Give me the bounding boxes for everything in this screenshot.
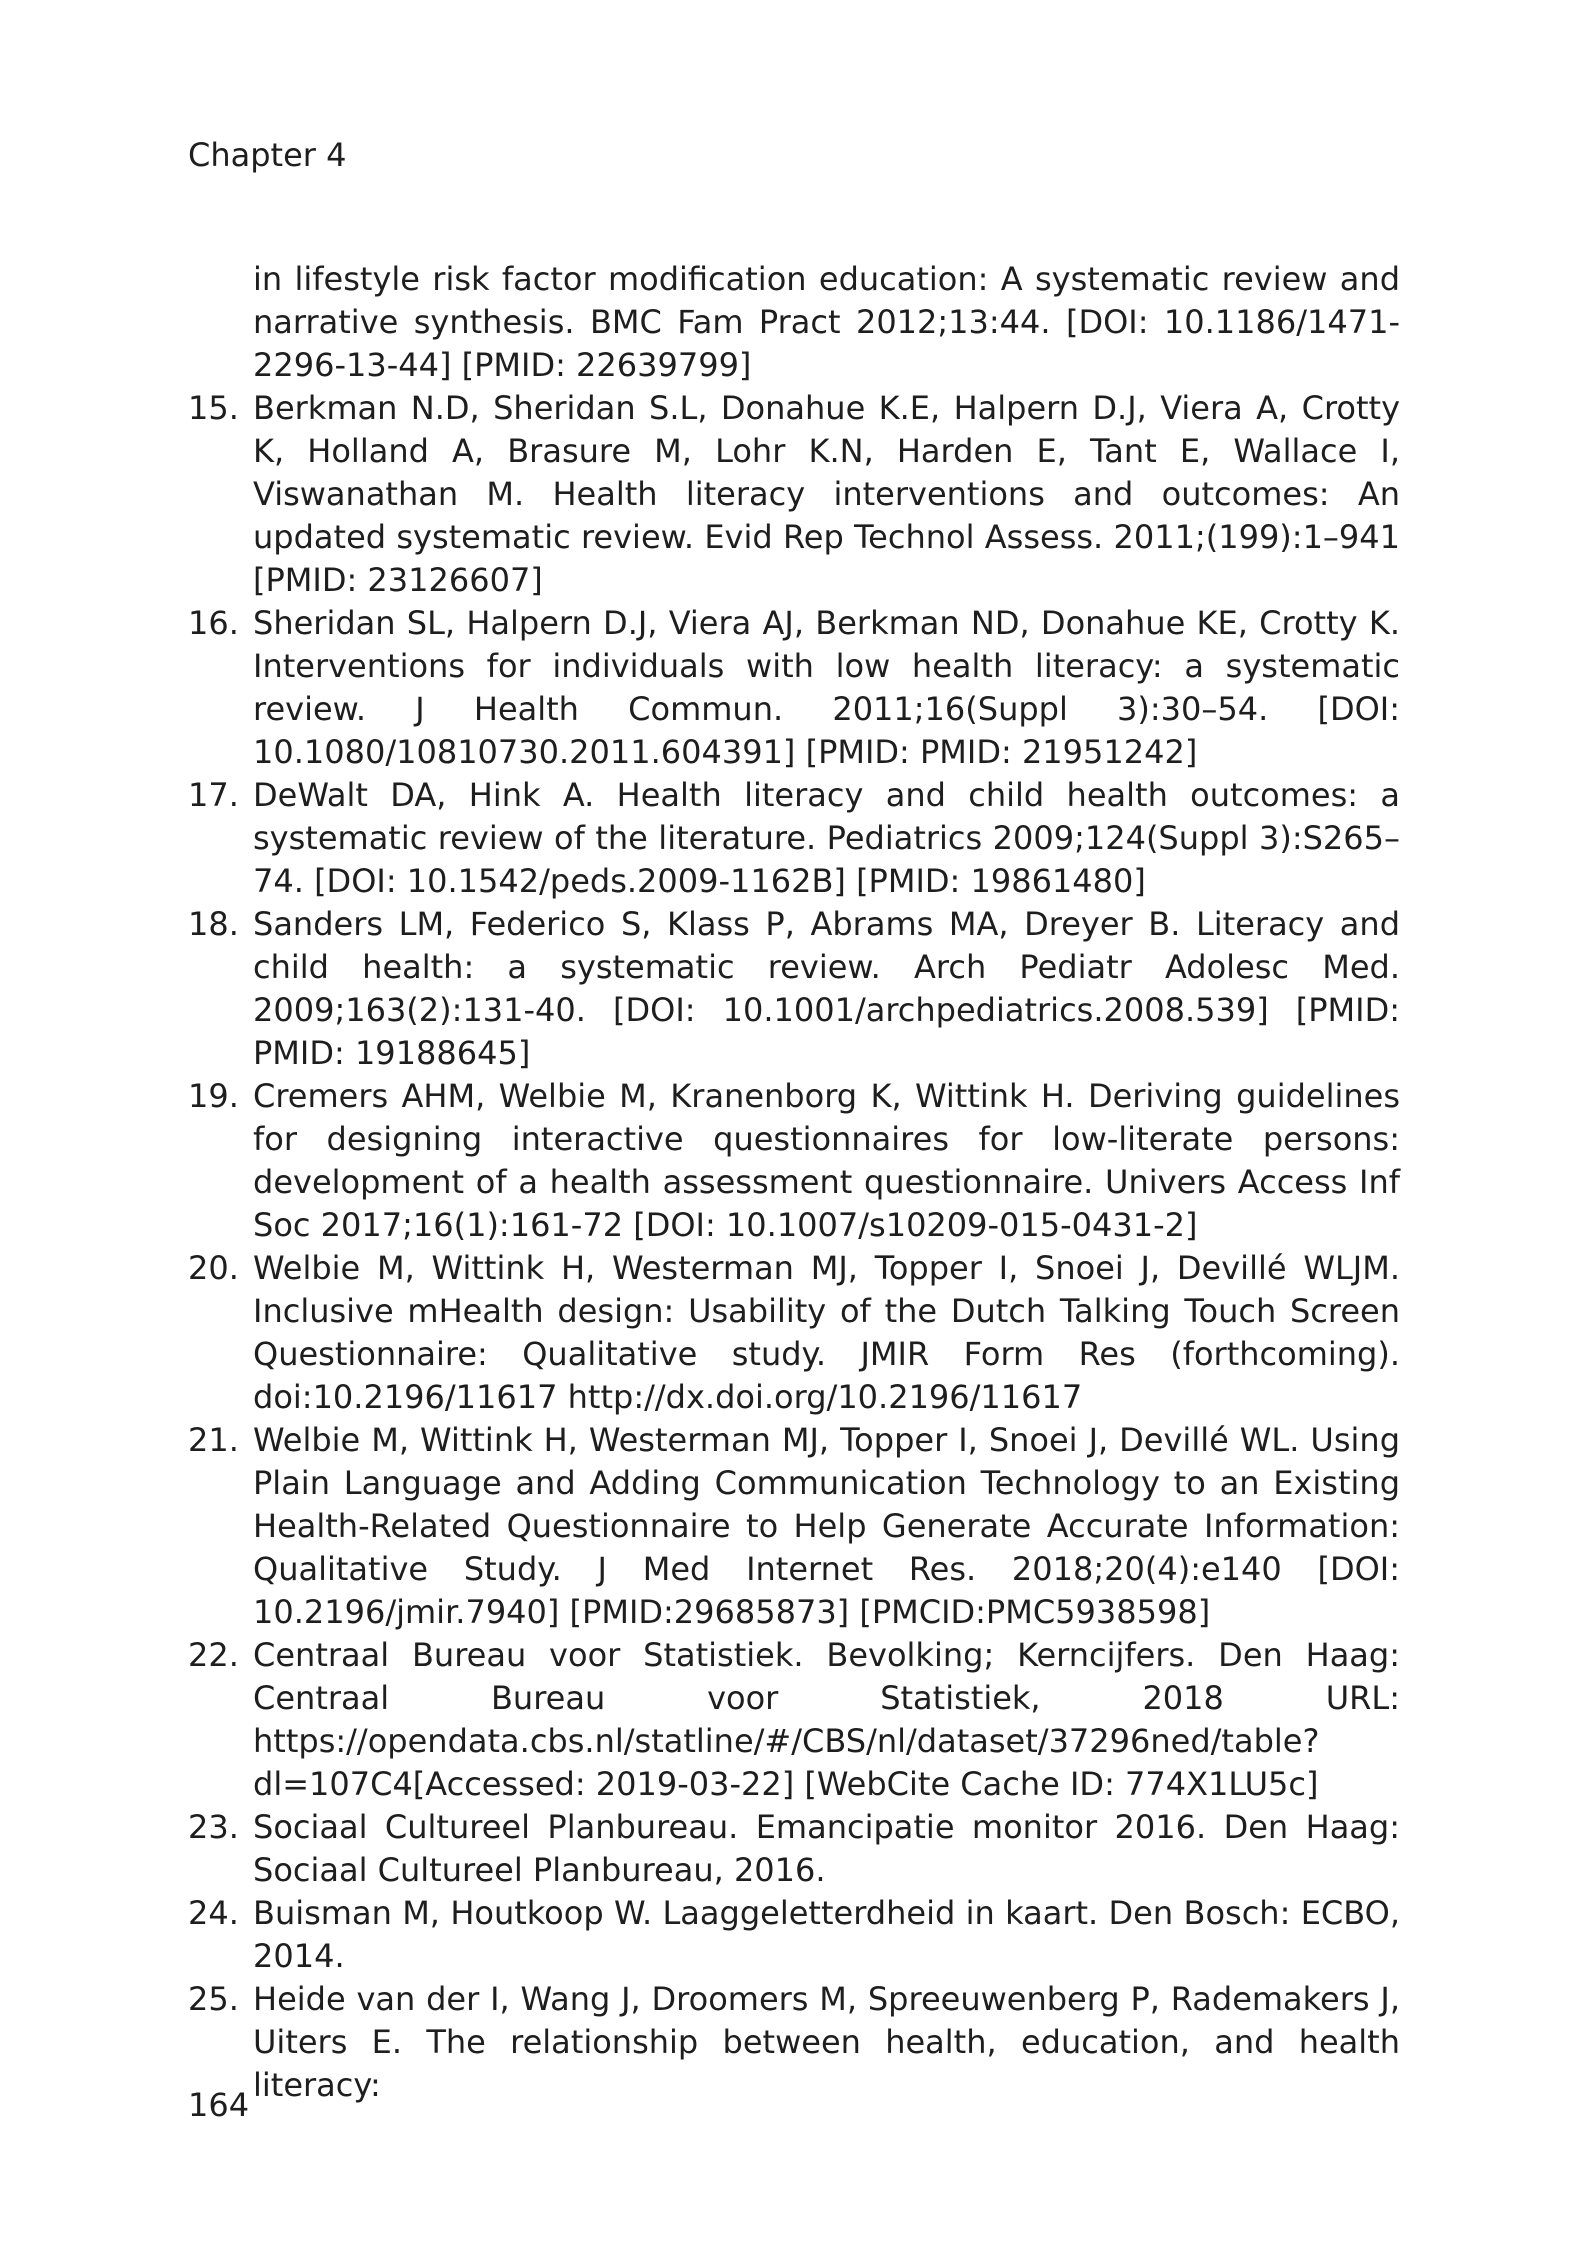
reference-item-21 <box>188 1419 1400 1634</box>
reference-number: 17. <box>188 776 239 814</box>
reference-item-20 <box>188 1247 1400 1419</box>
reference-text: in lifestyle risk factor modification education: A systematic review and narrative synthesis. BMC Fam Pract 2012;13:44. [DOI: 10.1186/1471-2296-13-44] [PMID: 22639799] <box>253 260 1400 384</box>
reference-item-25 <box>188 1978 1400 2107</box>
reference-item-15 <box>188 387 1400 602</box>
reference-number: 19. <box>188 1077 239 1115</box>
reference-text: Sociaal Cultureel Planbureau. Emancipatie monitor 2016. Den Haag: Sociaal Cultureel Planbureau, 2016. <box>253 1808 1400 1889</box>
reference-number: 22. <box>188 1636 239 1674</box>
reference-item-24 <box>188 1892 1400 1978</box>
reference-number: 16. <box>188 604 239 642</box>
reference-number: 25. <box>188 1980 239 2018</box>
running-header: Chapter 4 <box>188 136 347 174</box>
reference-item-22 <box>188 1634 1400 1806</box>
reference-item-19 <box>188 1075 1400 1247</box>
reference-text: Heide van der I, Wang J, Droomers M, Spreeuwenberg P, Rademakers J, Uiters E. The relationship between health, education, and health literacy: <box>253 1980 1400 2104</box>
reference-text: Welbie M, Wittink H, Westerman MJ, Topper I, Snoei J, Devillé WLJM. Inclusive mHealth design: Usability of the Dutch Talking Touch Screen Questionnaire: Qualitative study. JMIR Form Res (forthcoming). doi:10.2196/11617 http://dx.doi.org/10.2196/11617 <box>253 1249 1400 1416</box>
reference-text: Welbie M, Wittink H, Westerman MJ, Topper I, Snoei J, Devillé WL. Using Plain Language and Adding Communication Technology to an Existing Health-Related Questionnaire to Help Generate Accurate Information: Qualitative Study. J Med Internet Res. 2018;20(4):e140 [DOI: 10.2196/jmir.7940] [PMID:29685873] [PMCID:PMC5938598] <box>253 1421 1400 1631</box>
reference-number: 21. <box>188 1421 239 1459</box>
reference-text: Berkman N.D, Sheridan S.L, Donahue K.E, Halpern D.J, Viera A, Crotty K, Holland A, Brasure M, Lohr K.N, Harden E, Tant E, Wallace I, Viswanathan M. Health literacy interventions and outcomes: An updated systematic review. Evid Rep Technol Assess. 2011;(199):1–941 [PMID: 23126607] <box>253 389 1400 599</box>
reference-text: Centraal Bureau voor Statistiek. Bevolking; Kerncijfers. Den Haag: Centraal Bureau voor Statistiek, 2018 URL: https://opendata.cbs.nl/statline/#/CBS/nl/dataset/37296ned/table?dl=107C4[Accessed: 2019-03-22] [WebCite Cache ID: 774X1LU5c] <box>253 1636 1400 1803</box>
reference-text: Cremers AHM, Welbie M, Kranenborg K, Wittink H. Deriving guidelines for designing interactive questionnaires for low-literate persons: development of a health assessment questionnaire. Univers Access Inf Soc 2017;16(1):161-72 [DOI: 10.1007/s10209-015-0431-2] <box>253 1077 1400 1244</box>
reference-number: 24. <box>188 1894 239 1932</box>
reference-text: Sanders LM, Federico S, Klass P, Abrams MA, Dreyer B. Literacy and child health: a systematic review. Arch Pediatr Adolesc Med. 2009;163(2):131-40. [DOI: 10.1001/archpediatrics.2008.539] [PMID: PMID: 19188645] <box>253 905 1400 1072</box>
reference-text: Sheridan SL, Halpern D.J, Viera AJ, Berkman ND, Donahue KE, Crotty K. Interventions for individuals with low health literacy: a systematic review. J Health Commun. 2011;16(Suppl 3):30–54. [DOI: 10.1080/10810730.2011.604391] [PMID: PMID: 21951242] <box>253 604 1400 771</box>
reference-list <box>188 258 1400 2107</box>
reference-number: 20. <box>188 1249 239 1287</box>
reference-item-18 <box>188 903 1400 1075</box>
reference-number: 15. <box>188 389 239 427</box>
reference-number: 23. <box>188 1808 239 1846</box>
reference-text: Buisman M, Houtkoop W. Laaggeletterdheid in kaart. Den Bosch: ECBO, 2014. <box>253 1894 1400 1975</box>
page-number: 164 <box>188 2086 250 2124</box>
reference-text: DeWalt DA, Hink A. Health literacy and child health outcomes: a systematic review of the literature. Pediatrics 2009;124(Suppl 3):S265–74. [DOI: 10.1542/peds.2009-1162B] [PMID: 19861480] <box>253 776 1400 900</box>
reference-item-23 <box>188 1806 1400 1892</box>
reference-continuation <box>188 258 1400 387</box>
reference-item-16 <box>188 602 1400 774</box>
reference-item-17 <box>188 774 1400 903</box>
reference-number: 18. <box>188 905 239 943</box>
